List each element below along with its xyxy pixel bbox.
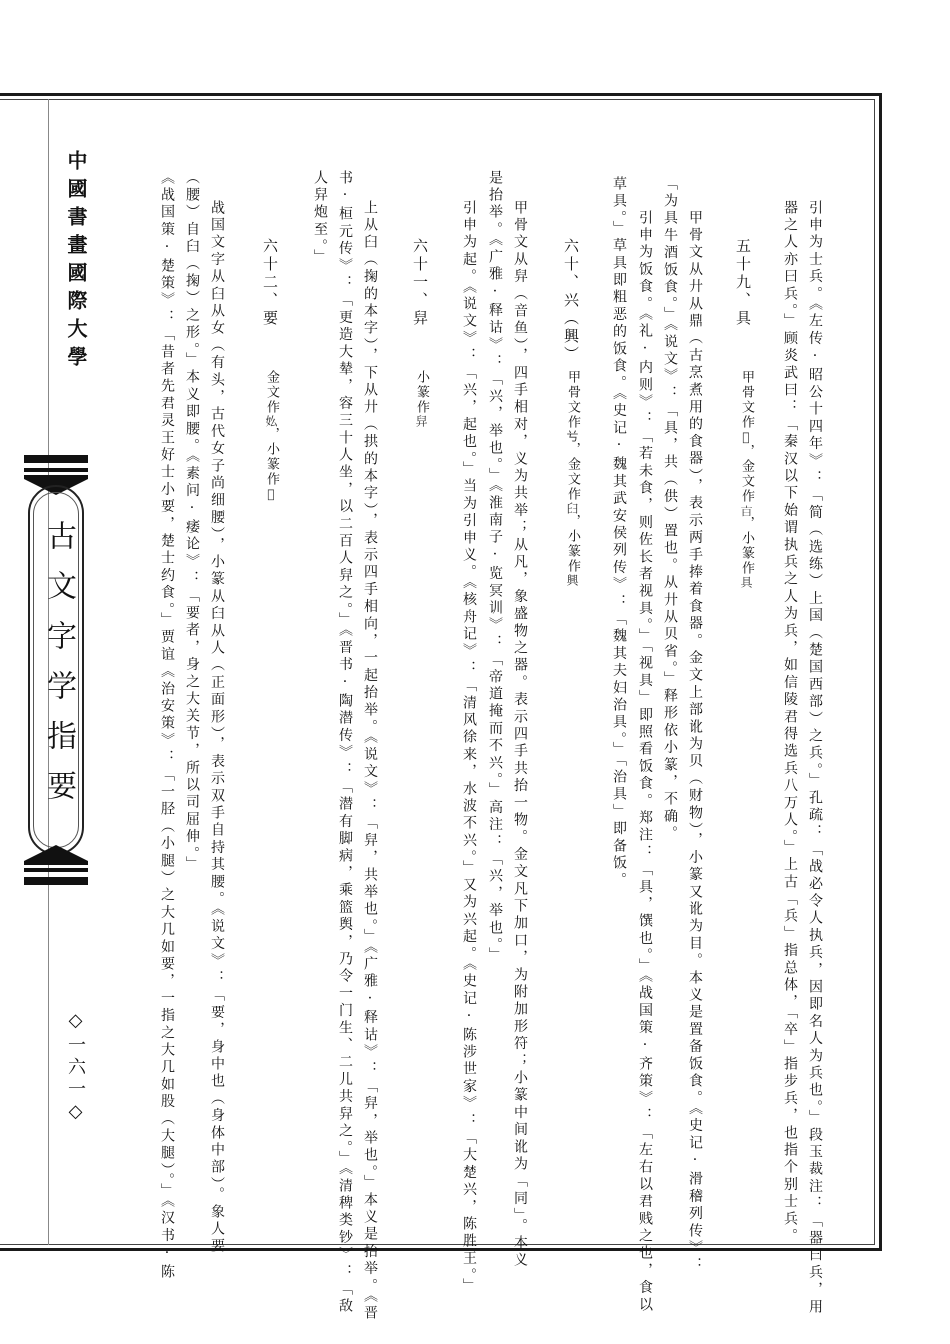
glyph: 𥄡 (739, 430, 753, 444)
text-column: 引申为士兵。《左传·昭公十四年》：「简（选练）上国（楚国西部）之兵。」孔疏：「战必令人执兵，因即名人为兵也。」段玉裁注：「器曰兵，用 (807, 200, 823, 1317)
cartouche-bar (24, 877, 88, 885)
book-title: 古文字学指要 (41, 520, 76, 820)
heading-text: 六十二、要 (261, 238, 279, 328)
text-column: 甲骨文从舁（音鱼），四手相对，义为共举；从凡，象盛物之器。表示四手共抬一物。金文凡下加口，为附加形符；小篆中间讹为「同」。本义 (512, 200, 528, 1270)
form-list (563, 370, 582, 586)
text-column: 战国文字从臼从女（有头，古代女子尚细腰），小篆从臼从人（正面形），表示双手自持其腰。《说文》：「要，身中也（身体中部）。象人要 (209, 200, 225, 1256)
heading-text: 五十九、具 (734, 238, 752, 328)
text-column: 引申为起。《说文》：「兴，起也。」当为引申义。《核舟记》：「清风徐来，水波不兴。」又为兴起。《史记·陈涉世家》：「大楚兴，陈胜王。」 (461, 200, 477, 1296)
text-column: 草具。」草具即粗恶的饭食。《史记·魏其武安侯列传》：「魏其夫妇治具。」「治具」即备饭。 (611, 176, 627, 890)
glyph: 𣅀 (739, 504, 753, 516)
heading-text: 六十一、舁 (411, 238, 429, 328)
heading-text: 六十、兴（興） (562, 238, 580, 364)
text-column: 人舁炮至。」 (312, 170, 328, 267)
form-label: 金文作 (264, 370, 279, 415)
cartouche-bar (24, 468, 88, 472)
form-list (737, 370, 756, 588)
form-label: ，金文作 (739, 444, 754, 504)
form-label: 小篆作 (414, 370, 429, 415)
glyph: 𦥑 (565, 502, 579, 514)
section-heading (735, 238, 750, 328)
university-name: 中國書畫國際大學 (64, 150, 88, 374)
glyph: 興 (565, 574, 579, 586)
form-list (412, 370, 431, 427)
text-column: （腰）自臼（掬）之形。」本义即腰。《素问·痿论》：「要者，身之大关节，所以司屈伸。」 (184, 170, 200, 874)
form-label: 甲骨文作 (739, 370, 754, 430)
glyph: 𡚸 (264, 415, 278, 427)
text-column: 《战国策·楚策》：「昔者先君灵王好士小要，楚士约食。」贾谊《治安策》：「一胫（小腿）之大几如要，一指之大几如股（大腿）。」《汉书·陈 (159, 170, 175, 1282)
glyph: 𠔃 (565, 430, 579, 442)
chevron-ornament-icon (24, 845, 88, 865)
text-column: 引申为饭食。《礼·内则》：「若未食，则佐长者视具。」「视具」即照看饭食。郑注：「具，馔也。」《战国策·齐策》：「左右以君贱之也，食以 (637, 210, 653, 1315)
form-label: ，小篆作 (264, 427, 279, 487)
form-label: ，小篆作 (739, 516, 754, 576)
section-heading (262, 238, 277, 328)
glyph: 具 (739, 576, 753, 588)
cartouche-bar (24, 455, 88, 463)
text-column: 器之人亦曰兵。」顾炎武曰：「秦汉以下始谓执兵之人为兵，如信陵君得选兵八万人。」上古「兵」指总体，「卒」指步兵，也指个别士兵。 (782, 200, 798, 1246)
form-label: ，小篆作 (565, 514, 580, 574)
text-column: 书·桓元传》：「更造大辇，容三十人坐，以二百人舁之。」《晋书·陶潜传》：「潜有脚病，乘篮舆，乃令一门生、二儿共舁之。」《清稗类钞》：「敌 (337, 170, 353, 1316)
text-column: 是抬举。《广雅·释诂》：「兴，举也。」《淮南子·览冥训》：「帝道掩而不兴。」高注：「兴，举也。」 (487, 170, 503, 965)
cartouche-bar (24, 868, 88, 872)
form-label: ，金文作 (565, 442, 580, 502)
form-list (262, 370, 281, 501)
text-column: 上从臼（掬的本字），下从廾（拱的本字），表示四手相向，一起抬举。《说文》：「舁，共举也。」《广雅·释诂》：「舁，举也。」本义是抬举。《晋 (362, 200, 378, 1323)
form-label: 甲骨文作 (565, 370, 580, 430)
text-column: 甲骨文从廾从鼎（古烹煮用的食器），表示两手捧着食器。金文上部讹为贝（财物），小篆又讹为目。本义是置备饭食。《史记·滑稽列传》： (687, 210, 703, 1275)
section-heading (563, 238, 578, 364)
page-number: ◇一六一◇ (65, 1010, 86, 1126)
glyph: 𡟁 (264, 487, 278, 501)
glyph: 舁 (414, 415, 428, 427)
text-column: 「为具牛酒饭食。」《说文》：「具，共（供）置也。从廾从贝省。」释形依小篆，不确。 (662, 176, 678, 843)
section-heading (412, 238, 427, 328)
